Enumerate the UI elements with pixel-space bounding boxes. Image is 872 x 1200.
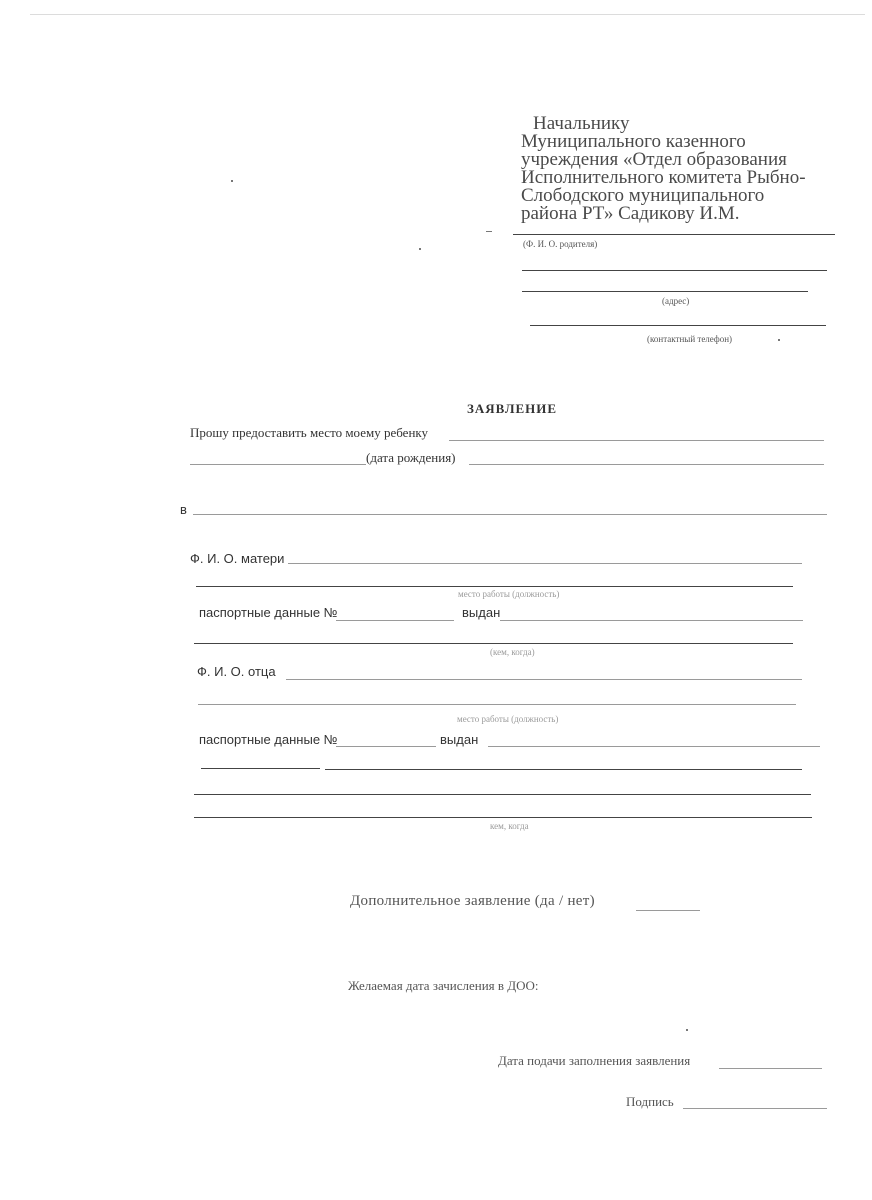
father-extra-line-c[interactable]	[194, 794, 811, 795]
scan-speck	[778, 339, 780, 341]
mother-passport-number-line[interactable]	[336, 620, 454, 621]
signature-label: Подпись	[626, 1094, 674, 1109]
father-work-line[interactable]	[198, 704, 796, 705]
signature-line[interactable]	[683, 1108, 827, 1109]
addressee-line-2: Муниципального казенного	[521, 131, 746, 152]
submission-date-label: Дата подачи заполнения заявления	[498, 1053, 691, 1068]
scan-speck	[686, 1029, 688, 1031]
parent-name-line[interactable]	[513, 234, 835, 235]
father-work-caption: место работы (должность)	[457, 714, 559, 724]
additional-statement-label: Дополнительное заявление (да / нет)	[350, 893, 595, 909]
mother-work-caption: место работы (должность)	[458, 589, 560, 599]
scan-speck	[486, 231, 492, 232]
father-issued-label: выдан	[440, 732, 479, 747]
phone-line[interactable]	[530, 325, 826, 326]
scan-speck	[419, 248, 421, 250]
father-label: Ф. И. О. отца	[197, 664, 276, 679]
father-extra-line-a[interactable]	[201, 768, 320, 769]
addressee-line-4: Исполнительного комитета Рыбно-	[521, 167, 806, 188]
mother-passport-label: паспортные данные №	[199, 605, 338, 620]
birth-date-tail-line[interactable]	[469, 464, 824, 465]
address-line-1[interactable]	[522, 270, 827, 271]
page-top-edge	[30, 14, 865, 15]
submission-date-line[interactable]	[719, 1068, 822, 1069]
father-extra-line-b[interactable]	[325, 769, 802, 770]
father-issued-line[interactable]	[488, 746, 820, 747]
birth-date-caption: (дата рождения)	[366, 450, 456, 465]
father-passport-number-line[interactable]	[336, 746, 436, 747]
institution-label: в	[180, 502, 187, 517]
addressee-line-6: района РТ» Садикову И.М.	[521, 203, 740, 224]
address-caption: (адрес)	[662, 296, 690, 306]
mother-name-line[interactable]	[288, 563, 802, 564]
birth-date-line[interactable]	[190, 464, 366, 465]
addressee-line-1: Начальнику	[533, 113, 630, 134]
addressee-line-5: Слободского муниципального	[521, 185, 765, 206]
father-name-line[interactable]	[286, 679, 802, 680]
scan-speck	[231, 180, 233, 182]
father-issued-by-line[interactable]	[194, 817, 812, 818]
mother-issued-by-caption: (кем, когда)	[490, 647, 535, 657]
father-passport-label: паспортные данные №	[199, 732, 338, 747]
mother-issued-by-line[interactable]	[194, 643, 793, 644]
institution-line[interactable]	[193, 514, 827, 515]
form-title: ЗАЯВЛЕНИЕ	[467, 401, 558, 416]
request-text: Прошу предоставить место моему ребенку	[190, 425, 429, 440]
mother-issued-line[interactable]	[500, 620, 803, 621]
mother-work-line[interactable]	[196, 586, 793, 587]
desired-date-label: Желаемая дата зачисления в ДОО:	[348, 978, 539, 993]
parent-name-caption: (Ф. И. О. родителя)	[523, 239, 598, 249]
child-name-line[interactable]	[449, 440, 824, 441]
address-line-2[interactable]	[522, 291, 808, 292]
addressee-line-3: учреждения «Отдел образования	[521, 149, 787, 170]
mother-label: Ф. И. О. матери	[190, 551, 285, 566]
phone-caption: (контактный телефон)	[647, 334, 733, 344]
father-issued-by-caption: кем, когда	[490, 821, 529, 831]
mother-issued-label: выдан	[462, 605, 501, 620]
additional-statement-line[interactable]	[636, 910, 700, 911]
